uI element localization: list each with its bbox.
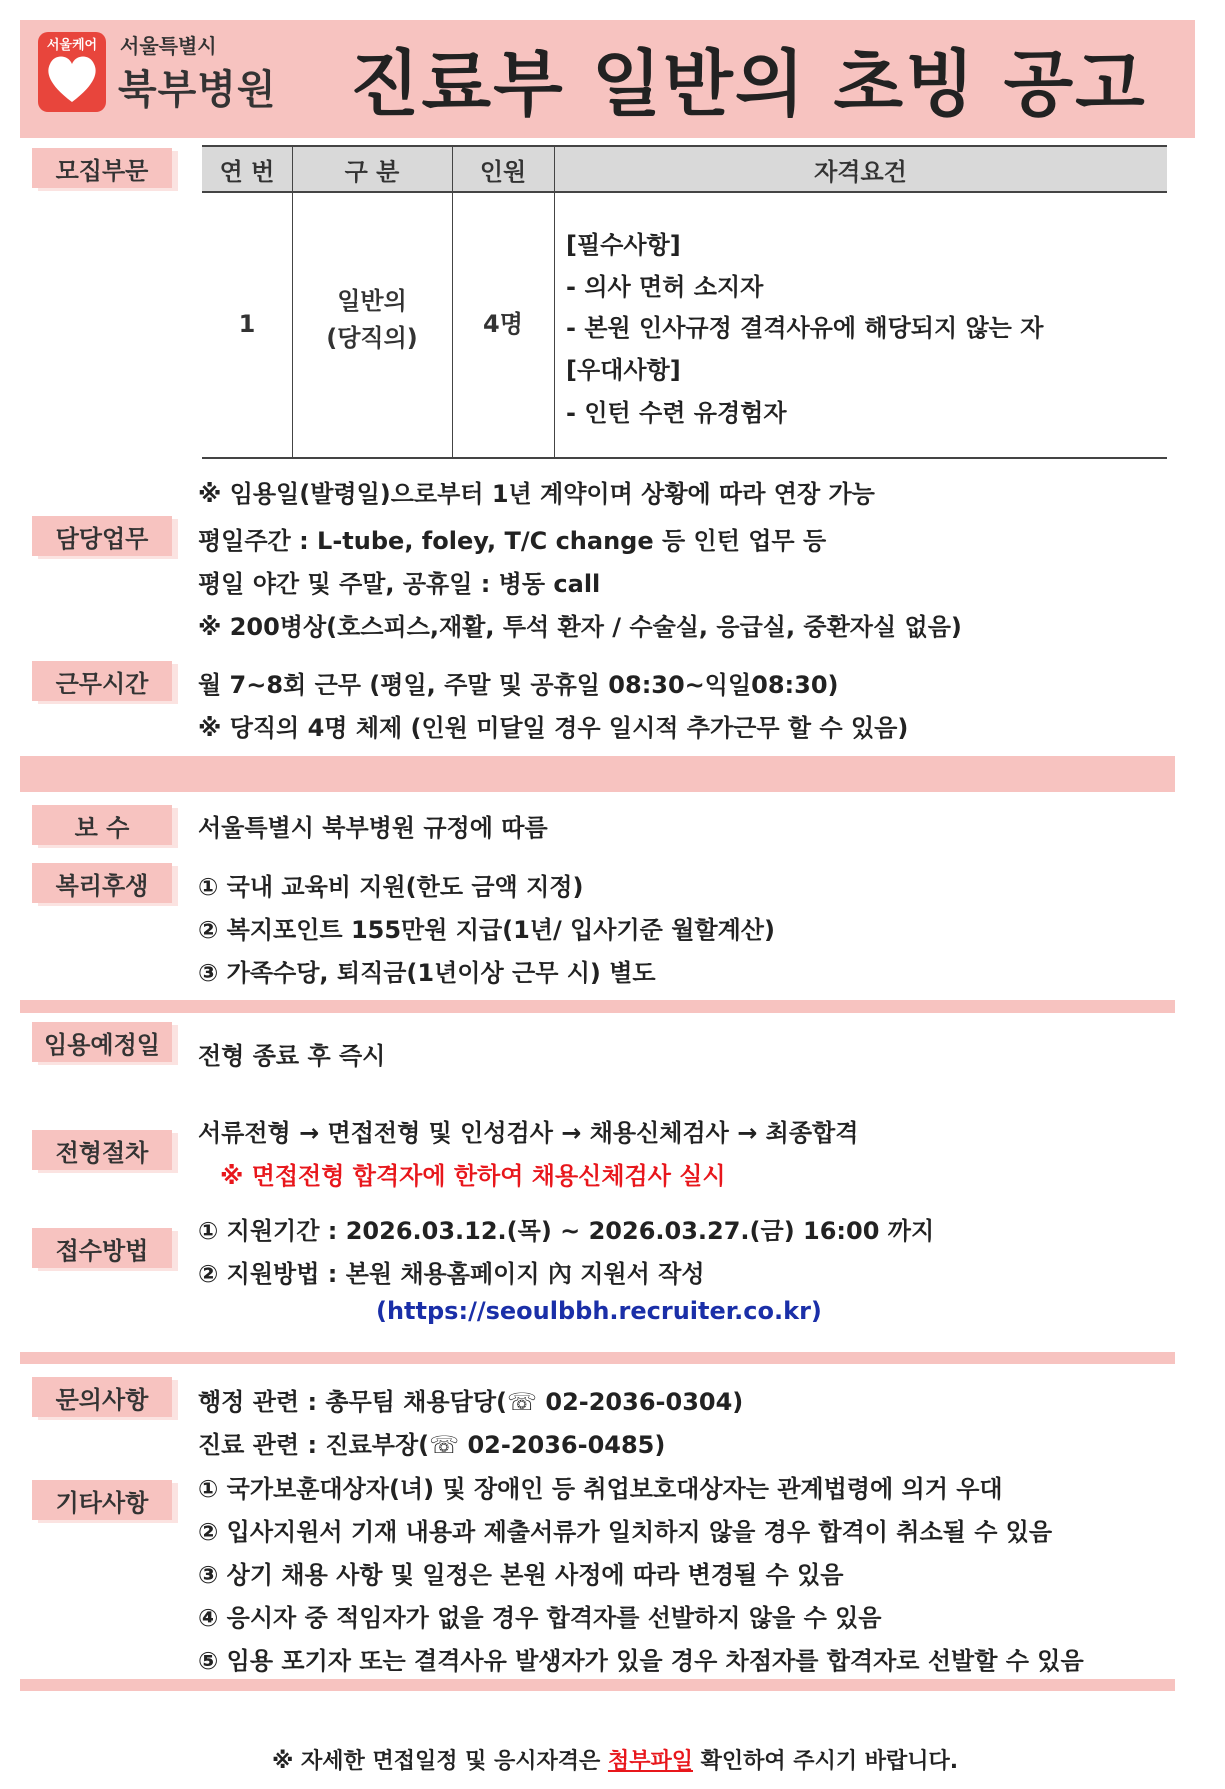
attachment-link[interactable]: 첨부파일	[607, 1749, 693, 1774]
cell-category-line1: 일반의	[337, 287, 407, 315]
label-salary: 보 수	[32, 805, 172, 845]
req-line: [필수사항]	[566, 231, 681, 259]
section-divider	[20, 1352, 1175, 1364]
inquiry-line: 진료 관련 : 진료부장(☏ 02-2036-0485)	[198, 1431, 666, 1459]
cell-no: 1	[238, 310, 256, 338]
th-count: 인원	[479, 157, 527, 186]
table-divider	[452, 145, 453, 459]
footer-note	[272, 1744, 958, 1775]
start-date-text: 전형 종료 후 즉시	[198, 1042, 386, 1070]
apply-period: ① 지원기간 : 2026.03.12.(목) ~ 2026.03.27.(금) 16:00 까지	[198, 1217, 935, 1245]
duty-line: 평일 야간 및 주말, 공휴일 : 병동 call	[198, 570, 601, 598]
hospital-logo	[38, 32, 106, 112]
req-line: - 인턴 수련 유경험자	[566, 399, 787, 427]
section-divider	[20, 756, 1175, 792]
inquiry-line: 행정 관련 : 총무팀 채용담당(☏ 02-2036-0304)	[198, 1388, 744, 1416]
label-hours: 근무시간	[32, 661, 172, 701]
etc-line: ⑤ 임용 포기자 또는 결격사유 발생자가 있을 경우 차점자를 합격자로 선발할 수 있음	[198, 1647, 1084, 1675]
label-etc: 기타사항	[32, 1480, 172, 1520]
table-divider	[554, 145, 555, 459]
welfare-line: ① 국내 교육비 지원(한도 금액 지정)	[198, 873, 584, 901]
table-bottom-border	[202, 457, 1167, 459]
label-apply: 접수방법	[32, 1228, 172, 1268]
etc-line: ① 국가보훈대상자(녀) 및 장애인 등 취업보호대상자는 관계법령에 의거 우대	[198, 1475, 1003, 1503]
req-line: [우대사항]	[566, 356, 681, 384]
welfare-line: ③ 가족수당, 퇴직금(1년이상 근무 시) 별도	[198, 959, 656, 987]
welfare-line: ② 복지포인트 155만원 지급(1년/ 입사기준 월할계산)	[198, 916, 775, 944]
label-process: 전형절차	[32, 1130, 172, 1170]
th-requirements: 자격요건	[814, 157, 907, 186]
process-note: ※ 면접전형 합격자에 한하여 채용신체검사 실시	[220, 1162, 726, 1190]
contract-note: ※ 임용일(발령일)으로부터 1년 계약이며 상황에 따라 연장 가능	[198, 480, 875, 508]
section-divider	[20, 1679, 1175, 1691]
duty-line: 평일주간 : L-tube, foley, T/C change 등 인턴 업무 등	[198, 527, 827, 555]
cell-count: 4명	[483, 310, 523, 338]
org-name-line2: 북부병원	[118, 67, 277, 113]
footer-prefix: ※ 자세한 면접일정 및 응시자격은	[272, 1749, 608, 1774]
page-title: 진료부 일반의 초빙 공고	[350, 42, 1147, 126]
header-banner	[20, 20, 1195, 138]
logo-text: 서울케어	[46, 38, 98, 53]
cell-category	[292, 283, 452, 357]
apply-method: ② 지원방법 : 본원 채용홈페이지 內 지원서 작성	[198, 1260, 705, 1288]
etc-line: ② 입사지원서 기재 내용과 제출서류가 일치하지 않을 경우 합격이 취소될 수 있음	[198, 1518, 1053, 1546]
th-no: 연 번	[219, 157, 275, 186]
apply-url-link[interactable]: (https://seoulbbh.recruiter.co.kr)	[376, 1297, 822, 1325]
etc-line: ③ 상기 채용 사항 및 일정은 본원 사정에 따라 변경될 수 있음	[198, 1561, 844, 1589]
label-recruit: 모집부문	[32, 148, 172, 188]
label-inquiry: 문의사항	[32, 1377, 172, 1417]
th-category: 구 분	[344, 157, 400, 186]
hours-line: 월 7~8회 근무 (평일, 주말 및 공휴일 08:30~익일08:30)	[198, 671, 839, 699]
process-steps: 서류전형 → 면접전형 및 인성검사 → 채용신체검사 → 최종합격	[198, 1119, 859, 1147]
section-divider	[20, 1000, 1175, 1013]
label-duty: 담당업무	[32, 516, 172, 556]
org-name-line1: 서울특별시	[120, 34, 217, 58]
label-start-date: 임용예정일	[32, 1022, 172, 1062]
etc-line: ④ 응시자 중 적임자가 없을 경우 합격자를 선발하지 않을 수 있음	[198, 1604, 882, 1632]
footer-suffix: 확인하여 주시기 바랍니다.	[692, 1749, 959, 1774]
hours-line: ※ 당직의 4명 체제 (인원 미달일 경우 일시적 추가근무 할 수 있음)	[198, 714, 909, 742]
req-line: - 의사 면허 소지자	[566, 273, 764, 301]
duty-line: ※ 200병상(호스피스,재활, 투석 환자 / 수술실, 응급실, 중환자실 없음)	[198, 613, 962, 641]
req-line: - 본원 인사규정 결격사유에 해당되지 않는 자	[566, 314, 1044, 342]
cell-category-line2: (당직의)	[326, 324, 418, 353]
label-welfare: 복리후생	[32, 863, 172, 903]
table-header	[202, 145, 1167, 193]
salary-text: 서울특별시 북부병원 규정에 따름	[198, 814, 548, 842]
